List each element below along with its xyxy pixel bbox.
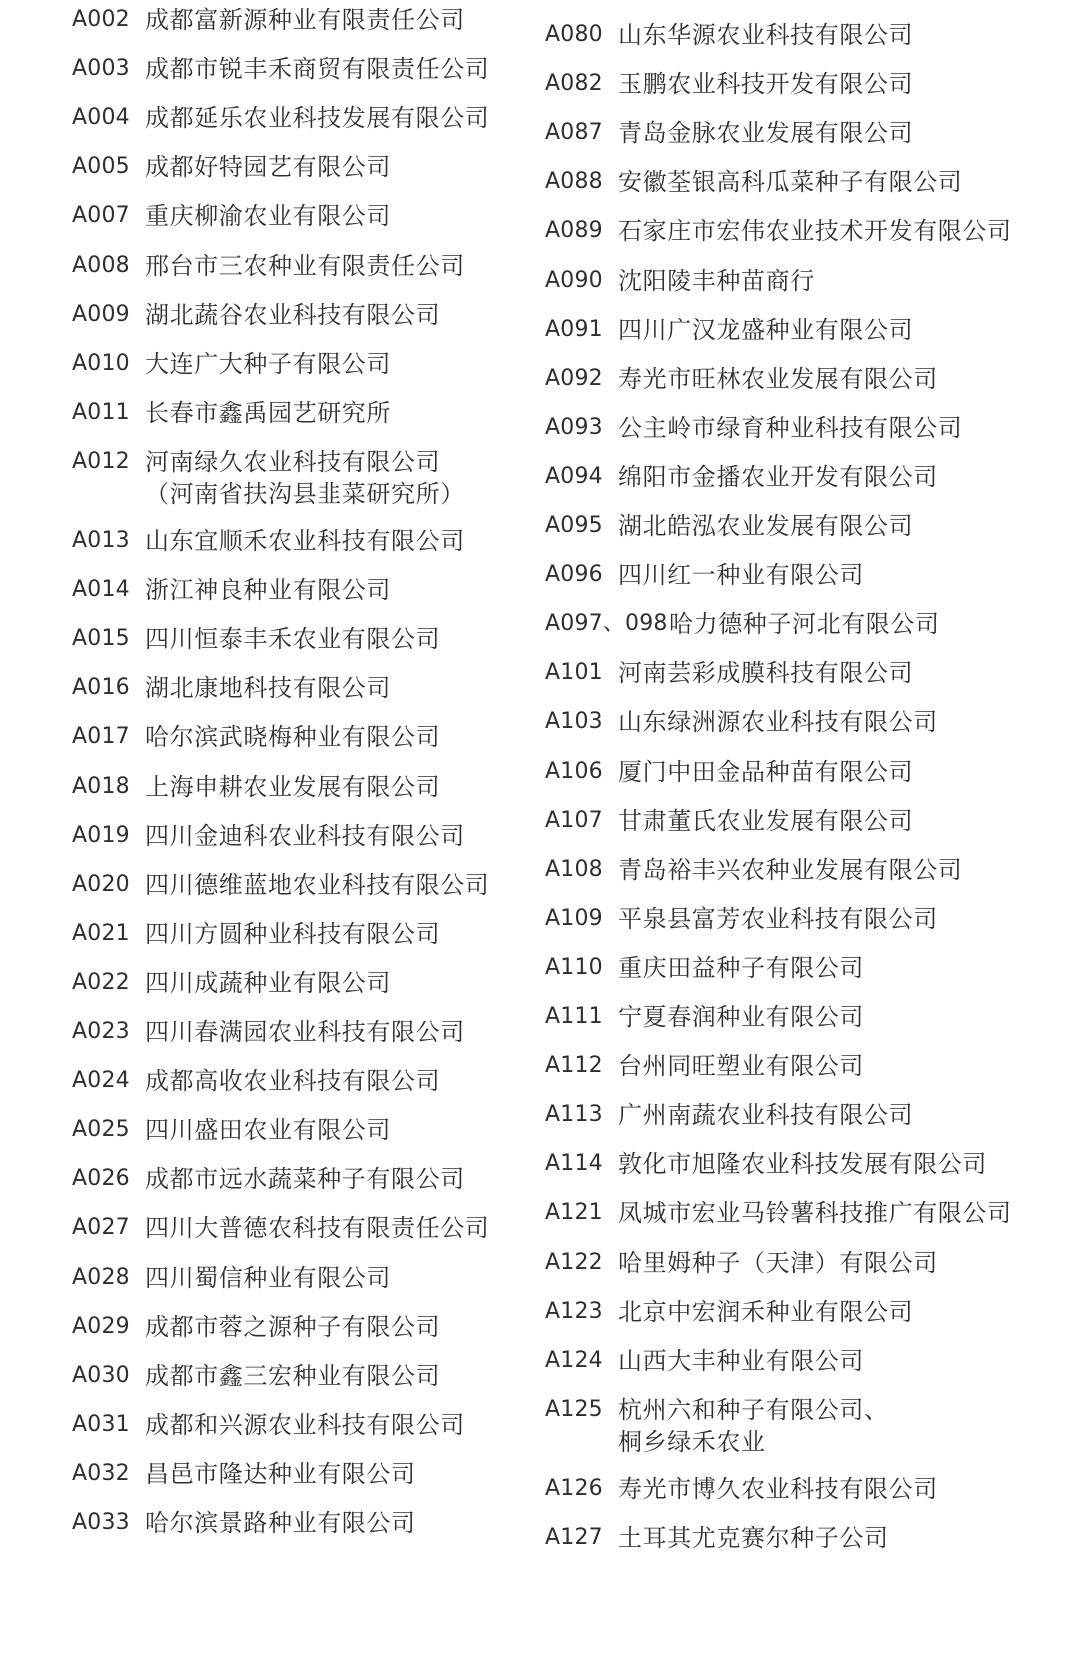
company-name: 长春市鑫禹园艺研究所 <box>145 398 391 427</box>
exhibitor-entry <box>72 820 465 852</box>
company-name: 青岛裕丰兴农种业发展有限公司 <box>618 855 963 884</box>
exhibitor-entry <box>72 623 440 655</box>
company-name: 寿光市博久农业科技有限公司 <box>618 1474 938 1503</box>
exhibitor-entry <box>545 706 938 738</box>
booth-code: A092 <box>545 365 603 391</box>
company-name: 平泉县富芳农业科技有限公司 <box>618 904 938 933</box>
exhibitor-entry <box>545 903 938 935</box>
exhibitor-entry <box>545 657 913 689</box>
company-name: 哈尔滨景路种业有限公司 <box>145 1509 416 1537</box>
booth-code: A009 <box>72 301 130 327</box>
exhibitor-entry <box>72 53 489 85</box>
booth-code: A013 <box>72 528 130 553</box>
exhibitor-entry <box>545 1394 889 1458</box>
company-name: 湖北康地科技有限公司 <box>145 674 391 703</box>
booth-code: A012 <box>72 448 130 474</box>
company-name: 成都市锐丰禾商贸有限责任公司 <box>145 55 490 84</box>
booth-code: A127 <box>545 1525 603 1550</box>
company-name: 四川春满园农业科技有限公司 <box>145 1018 465 1046</box>
company-name: 昌邑市隆达种业有限公司 <box>145 1459 416 1488</box>
booth-code: A024 <box>72 1068 130 1094</box>
company-name: 成都延乐农业科技发展有限公司 <box>145 104 490 133</box>
company-name: 土耳其尤克赛尔种子公司 <box>618 1524 889 1552</box>
exhibitor-entry <box>72 1507 416 1539</box>
booth-code: A125 <box>545 1396 603 1422</box>
company-name: 广州南蔬农业科技有限公司 <box>618 1101 914 1130</box>
exhibitor-entry <box>72 967 391 999</box>
company-name: 成都富新源种业有限责任公司 <box>145 6 465 34</box>
booth-code: A016 <box>72 675 130 701</box>
booth-code: A123 <box>545 1298 603 1324</box>
exhibitor-entry <box>545 1197 1012 1229</box>
exhibitor-entry <box>545 314 913 346</box>
company-name: 山东宜顺禾农业科技有限公司 <box>145 527 465 555</box>
booth-code: A020 <box>72 871 130 897</box>
booth-code: A114 <box>545 1151 603 1177</box>
booth-code: A080 <box>545 22 603 47</box>
exhibitor-entry <box>72 1163 465 1195</box>
exhibitor-entry <box>545 1247 938 1279</box>
company-name: 邢台市三农种业有限责任公司 <box>145 251 465 280</box>
booth-code: A033 <box>72 1510 130 1535</box>
company-name: 哈尔滨武晓梅种业有限公司 <box>145 723 441 752</box>
exhibitor-entry <box>72 4 465 36</box>
exhibitor-entry <box>545 510 913 542</box>
company-name: 四川德维蓝地农业科技有限公司 <box>145 870 490 899</box>
exhibitor-entry <box>72 672 391 704</box>
exhibitor-entry <box>545 117 913 149</box>
exhibitor-entry <box>72 151 391 183</box>
booth-code: A025 <box>72 1117 130 1143</box>
exhibitor-entry <box>545 854 962 886</box>
company-name: 敦化市旭隆农业科技发展有限公司 <box>618 1150 987 1179</box>
exhibitor-entry <box>72 446 465 510</box>
booth-code: A093 <box>545 414 603 440</box>
exhibitor-entry <box>545 1050 864 1082</box>
booth-code: A097、098 <box>545 611 668 637</box>
exhibitor-entry <box>72 250 465 282</box>
company-name: 浙江神良种业有限公司 <box>145 576 391 605</box>
exhibitor-entry <box>545 1099 913 1131</box>
company-name: 四川盛田农业有限公司 <box>145 1116 391 1145</box>
booth-code: A090 <box>545 267 603 293</box>
exhibitor-entry <box>72 1409 465 1441</box>
company-name: 玉鹏农业科技开发有限公司 <box>618 70 914 99</box>
exhibitor-entry <box>545 166 962 198</box>
company-name: 成都市蓉之源种子有限公司 <box>145 1312 441 1341</box>
company-name: 成都和兴源农业科技有限公司 <box>145 1410 465 1439</box>
exhibitor-entry <box>545 952 864 984</box>
company-name: 大连广大种子有限公司 <box>145 349 391 378</box>
company-name: 凤城市宏业马铃薯科技推广有限公司 <box>618 1199 1012 1228</box>
exhibitor-entry <box>545 461 938 493</box>
exhibitor-entry <box>545 1473 938 1505</box>
exhibitor-entry <box>545 19 913 51</box>
exhibitor-entry <box>545 805 913 837</box>
company-name: 成都市远水蔬菜种子有限公司 <box>145 1165 465 1194</box>
booth-code: A014 <box>72 577 130 603</box>
booth-code: A011 <box>72 399 130 425</box>
exhibitor-entry <box>72 869 489 901</box>
company-name: 寿光市旺林农业发展有限公司 <box>618 364 938 393</box>
booth-code: A008 <box>72 252 130 278</box>
booth-code: A027 <box>72 1215 130 1241</box>
company-name: 成都高收农业科技有限公司 <box>145 1067 441 1096</box>
exhibitor-entry <box>545 363 938 395</box>
booth-code: A023 <box>72 1019 130 1044</box>
company-name: 宁夏春润种业有限公司 <box>618 1003 864 1031</box>
booth-code: A112 <box>545 1053 603 1079</box>
company-name: 甘肃董氏农业发展有限公司 <box>618 806 914 835</box>
company-name: 沈阳陵丰种苗商行 <box>618 266 815 295</box>
company-name: 四川方圆种业科技有限公司 <box>145 919 441 948</box>
exhibitor-entry <box>72 1114 391 1146</box>
booth-code: A122 <box>545 1249 603 1275</box>
booth-code: A113 <box>545 1102 603 1128</box>
booth-code: A021 <box>72 920 130 946</box>
booth-code: A017 <box>72 724 130 750</box>
exhibitor-entry <box>545 215 1012 247</box>
booth-code: A004 <box>72 105 130 131</box>
booth-code: A007 <box>72 203 130 229</box>
booth-code: A089 <box>545 218 603 244</box>
booth-code: A005 <box>72 154 130 180</box>
booth-code: A019 <box>72 822 130 848</box>
exhibitor-entry <box>72 200 391 232</box>
booth-code: A010 <box>72 350 130 376</box>
company-name: 四川恒泰丰禾农业有限公司 <box>145 625 441 654</box>
exhibitor-entry <box>72 299 440 331</box>
booth-code: A029 <box>72 1313 130 1339</box>
company-name: 青岛金脉农业发展有限公司 <box>618 119 914 148</box>
booth-code: A002 <box>72 7 130 32</box>
exhibitor-entry <box>72 574 391 606</box>
company-name: 成都市鑫三宏种业有限公司 <box>145 1361 441 1390</box>
company-name: 四川金迪科农业科技有限公司 <box>145 821 465 850</box>
booth-code: A095 <box>545 513 603 538</box>
booth-code: A015 <box>72 626 130 652</box>
exhibitor-entry <box>545 756 913 788</box>
exhibitor-entry <box>545 559 864 591</box>
booth-code: A088 <box>545 169 603 195</box>
company-name: 哈里姆种子（天津）有限公司 <box>618 1248 938 1277</box>
company-name: 山东绿洲源农业科技有限公司 <box>618 708 938 737</box>
company-name: 湖北皓泓农业发展有限公司 <box>618 512 914 540</box>
company-name: 湖北蔬谷农业科技有限公司 <box>145 300 441 329</box>
company-name: 四川红一种业有限公司 <box>618 561 864 590</box>
exhibitor-entry <box>72 102 489 134</box>
exhibitor-entry <box>545 412 962 444</box>
booth-code: A111 <box>545 1004 603 1029</box>
exhibitor-entry <box>545 1148 987 1180</box>
exhibitor-entry <box>545 1296 913 1328</box>
booth-code: A003 <box>72 56 130 82</box>
company-name: 重庆田益种子有限公司 <box>618 953 864 982</box>
booth-code: A028 <box>72 1264 130 1290</box>
exhibitor-entry <box>72 721 440 753</box>
exhibitor-entry <box>72 397 391 429</box>
company-name: 北京中宏润禾种业有限公司 <box>618 1297 914 1326</box>
booth-code: A108 <box>545 856 603 882</box>
booth-code: A031 <box>72 1411 130 1437</box>
booth-code: A110 <box>545 954 603 980</box>
exhibitor-entry <box>72 1458 416 1490</box>
exhibitor-entry <box>72 1360 440 1392</box>
booth-code: A124 <box>545 1347 603 1373</box>
exhibitor-entry <box>72 1065 440 1097</box>
company-name: 台州同旺塑业有限公司 <box>618 1052 864 1081</box>
booth-code: A094 <box>545 463 603 489</box>
booth-code: A126 <box>545 1475 603 1501</box>
exhibitor-entry <box>545 608 940 640</box>
booth-code: A082 <box>545 71 603 97</box>
company-name: 绵阳市金播农业开发有限公司 <box>618 462 938 491</box>
booth-code: A030 <box>72 1362 130 1388</box>
exhibitor-entry <box>72 918 440 950</box>
booth-code: A091 <box>545 316 603 342</box>
booth-code: A121 <box>545 1200 603 1226</box>
exhibitor-entry <box>72 348 391 380</box>
booth-code: A103 <box>545 709 603 735</box>
company-name: 四川大普德农科技有限责任公司 <box>145 1214 490 1243</box>
booth-code: A107 <box>545 807 603 833</box>
company-name: 哈力德种子河北有限公司 <box>669 610 940 639</box>
company-name: 四川广汉龙盛种业有限公司 <box>618 315 914 344</box>
company-name: 河南绿久农业科技有限公司 （河南省扶沟县韭菜研究所） <box>145 447 465 508</box>
company-name: 重庆柳渝农业有限公司 <box>145 202 391 231</box>
exhibitor-entry <box>545 265 815 297</box>
booth-code: A022 <box>72 969 130 995</box>
company-name: 安徽荃银高科瓜菜种子有限公司 <box>618 168 963 197</box>
exhibitor-entry <box>545 1001 864 1033</box>
company-name: 厦门中田金品种苗有限公司 <box>618 757 914 786</box>
booth-code: A026 <box>72 1166 130 1192</box>
company-name: 上海申耕农业发展有限公司 <box>145 772 441 801</box>
exhibitor-entry <box>72 1212 489 1244</box>
company-name: 四川成蔬种业有限公司 <box>145 968 391 997</box>
company-name: 公主岭市绿育种业科技有限公司 <box>618 413 963 442</box>
exhibitor-entry <box>72 1016 465 1048</box>
company-name: 河南芸彩成膜科技有限公司 <box>618 659 914 688</box>
exhibitor-entry <box>72 771 440 803</box>
booth-code: A087 <box>545 120 603 146</box>
exhibitor-entry <box>72 1262 391 1294</box>
company-name: 杭州六和种子有限公司、 桐乡绿禾农业 <box>618 1395 889 1456</box>
company-name: 成都好特园艺有限公司 <box>145 153 391 182</box>
booth-code: A018 <box>72 773 130 799</box>
company-name: 四川蜀信种业有限公司 <box>145 1263 391 1292</box>
exhibitor-entry <box>72 525 465 557</box>
booth-code: A106 <box>545 758 603 784</box>
company-name: 石家庄市宏伟农业技术开发有限公司 <box>618 217 1012 246</box>
exhibitor-entry <box>72 1311 440 1343</box>
booth-code: A032 <box>72 1460 130 1486</box>
company-name: 山西大丰种业有限公司 <box>618 1346 864 1375</box>
booth-code: A109 <box>545 905 603 931</box>
company-name: 山东华源农业科技有限公司 <box>618 21 914 49</box>
exhibitor-entry <box>545 68 913 100</box>
booth-code: A101 <box>545 660 603 686</box>
exhibitor-entry <box>545 1345 864 1377</box>
booth-code: A096 <box>545 562 603 588</box>
exhibitor-entry <box>545 1522 889 1554</box>
